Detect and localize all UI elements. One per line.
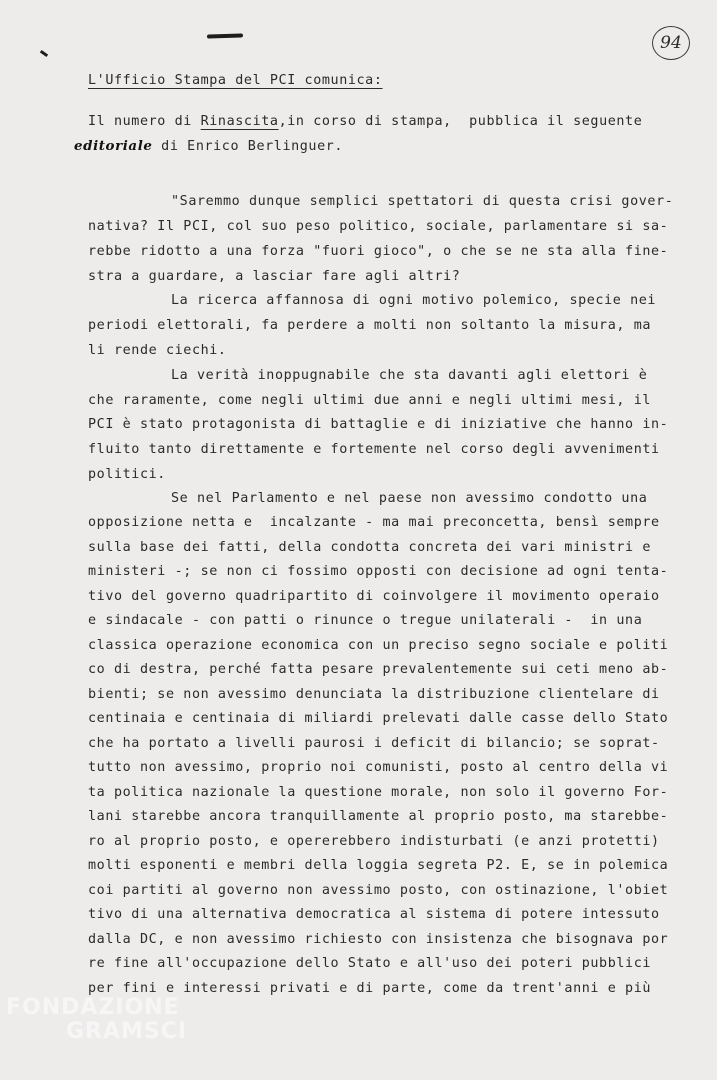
body-line: bienti; se non avessimo denunciata la distribuzione clientelare di — [88, 687, 660, 702]
body-line: e sindacale - con patti o rinunce o tregue unilaterali - in una — [88, 613, 643, 628]
ink-mark-top — [207, 33, 243, 38]
page-number: 94 — [652, 26, 690, 60]
body-line: che ha portato a livelli paurosi i deficit di bilancio; se soprat- — [88, 736, 660, 751]
body-line: stra a guardare, a lasciar fare agli altri? — [88, 269, 461, 284]
body-line: tutto non avessimo, proprio noi comunisti, posto al centro della vi — [88, 760, 669, 775]
magazine-name: Rinascita — [200, 114, 279, 129]
body-line: fluito tanto direttamente e fortemente nel corso degli avvenimenti — [88, 442, 660, 457]
body-line: re fine all'occupazione dello Stato e all'uso dei poteri pubblici — [88, 956, 652, 971]
intro-text-end: ,in corso di stampa, pubblica il seguente — [278, 114, 643, 129]
body-line: tivo del governo quadripartito di coinvolgere il movimento operaio — [88, 589, 660, 604]
intro-line-1 — [88, 115, 642, 128]
body-line: che raramente, come negli ultimi due anni e negli ultimi mesi, il — [88, 393, 652, 408]
body-line: La ricerca affannosa di ogni motivo polemico, specie nei — [171, 293, 657, 308]
page-title: L'Ufficio Stampa del PCI comunica: — [88, 73, 383, 88]
body-line: sulla base dei fatti, della condotta concreta dei vari ministri e — [88, 540, 652, 555]
body-line: periodi elettorali, fa perdere a molti non soltanto la misura, ma — [88, 318, 652, 333]
body-line: per fini e interessi privati e di parte, come da trent'anni e più — [88, 981, 652, 996]
body-line: lani starebbe ancora tranquillamente al proprio posto, ma starebbe- — [88, 809, 669, 824]
intro-text: Il numero di — [88, 114, 201, 129]
body-line: "Saremmo dunque semplici spettatori di questa crisi gover- — [171, 194, 674, 209]
body-line: classica operazione economica con un preciso segno sociale e politi — [88, 638, 669, 653]
body-line: nativa? Il PCI, col suo peso politico, sociale, parlamentare si sa- — [88, 219, 669, 234]
body-line: Se nel Parlamento e nel paese non avessimo condotto una — [171, 491, 648, 506]
archive-watermark — [6, 996, 187, 1044]
body-line: PCI è stato protagonista di battaglie e di iniziative che hanno in- — [88, 417, 669, 432]
body-line: ta politica nazionale la questione morale, non solo il governo For- — [88, 785, 669, 800]
body-line: rebbe ridotto a una forza "fuori gioco", o che se ne sta alla fine- — [88, 244, 669, 259]
body-line: La verità inoppugnabile che sta davanti agli elettori è — [171, 368, 648, 383]
handwritten-correction: editoriale — [74, 138, 153, 154]
body-line: li rende ciechi. — [88, 343, 227, 358]
body-line: politici. — [88, 467, 166, 482]
body-line: centinaia e centinaia di miliardi prelevati dalle casse dello Stato — [88, 711, 669, 726]
ink-mark-left — [40, 50, 48, 57]
body-line: molti esponenti e membri della loggia segreta P2. E, se in polemica — [88, 858, 669, 873]
author-line: di Enrico Berlinguer. — [152, 139, 344, 154]
body-line: ministeri -; se non ci fossimo opposti con decisione ad ogni tenta- — [88, 564, 669, 579]
body-line: coi partiti al governo non avessimo posto, con ostinazione, l'obiet — [88, 883, 669, 898]
body-line: dalla DC, e non avessimo richiesto con insistenza che bisognava por — [88, 932, 669, 947]
body-line: tivo di una alternativa democratica al sistema di potere intessuto — [88, 907, 660, 922]
body-line: opposizione netta e incalzante - ma mai preconcetta, bensì sempre — [88, 515, 660, 530]
body-line: co di destra, perché fatta pesare prevalentemente sui ceti meno ab- — [88, 662, 669, 677]
watermark-line-1: FONDAZIONE — [6, 995, 180, 1020]
body-line: ro al proprio posto, e opererebbero indisturbati (e anzi protetti) — [88, 834, 660, 849]
watermark-line-2: GRAMSCI — [66, 1019, 188, 1045]
intro-line-2 — [74, 140, 343, 153]
